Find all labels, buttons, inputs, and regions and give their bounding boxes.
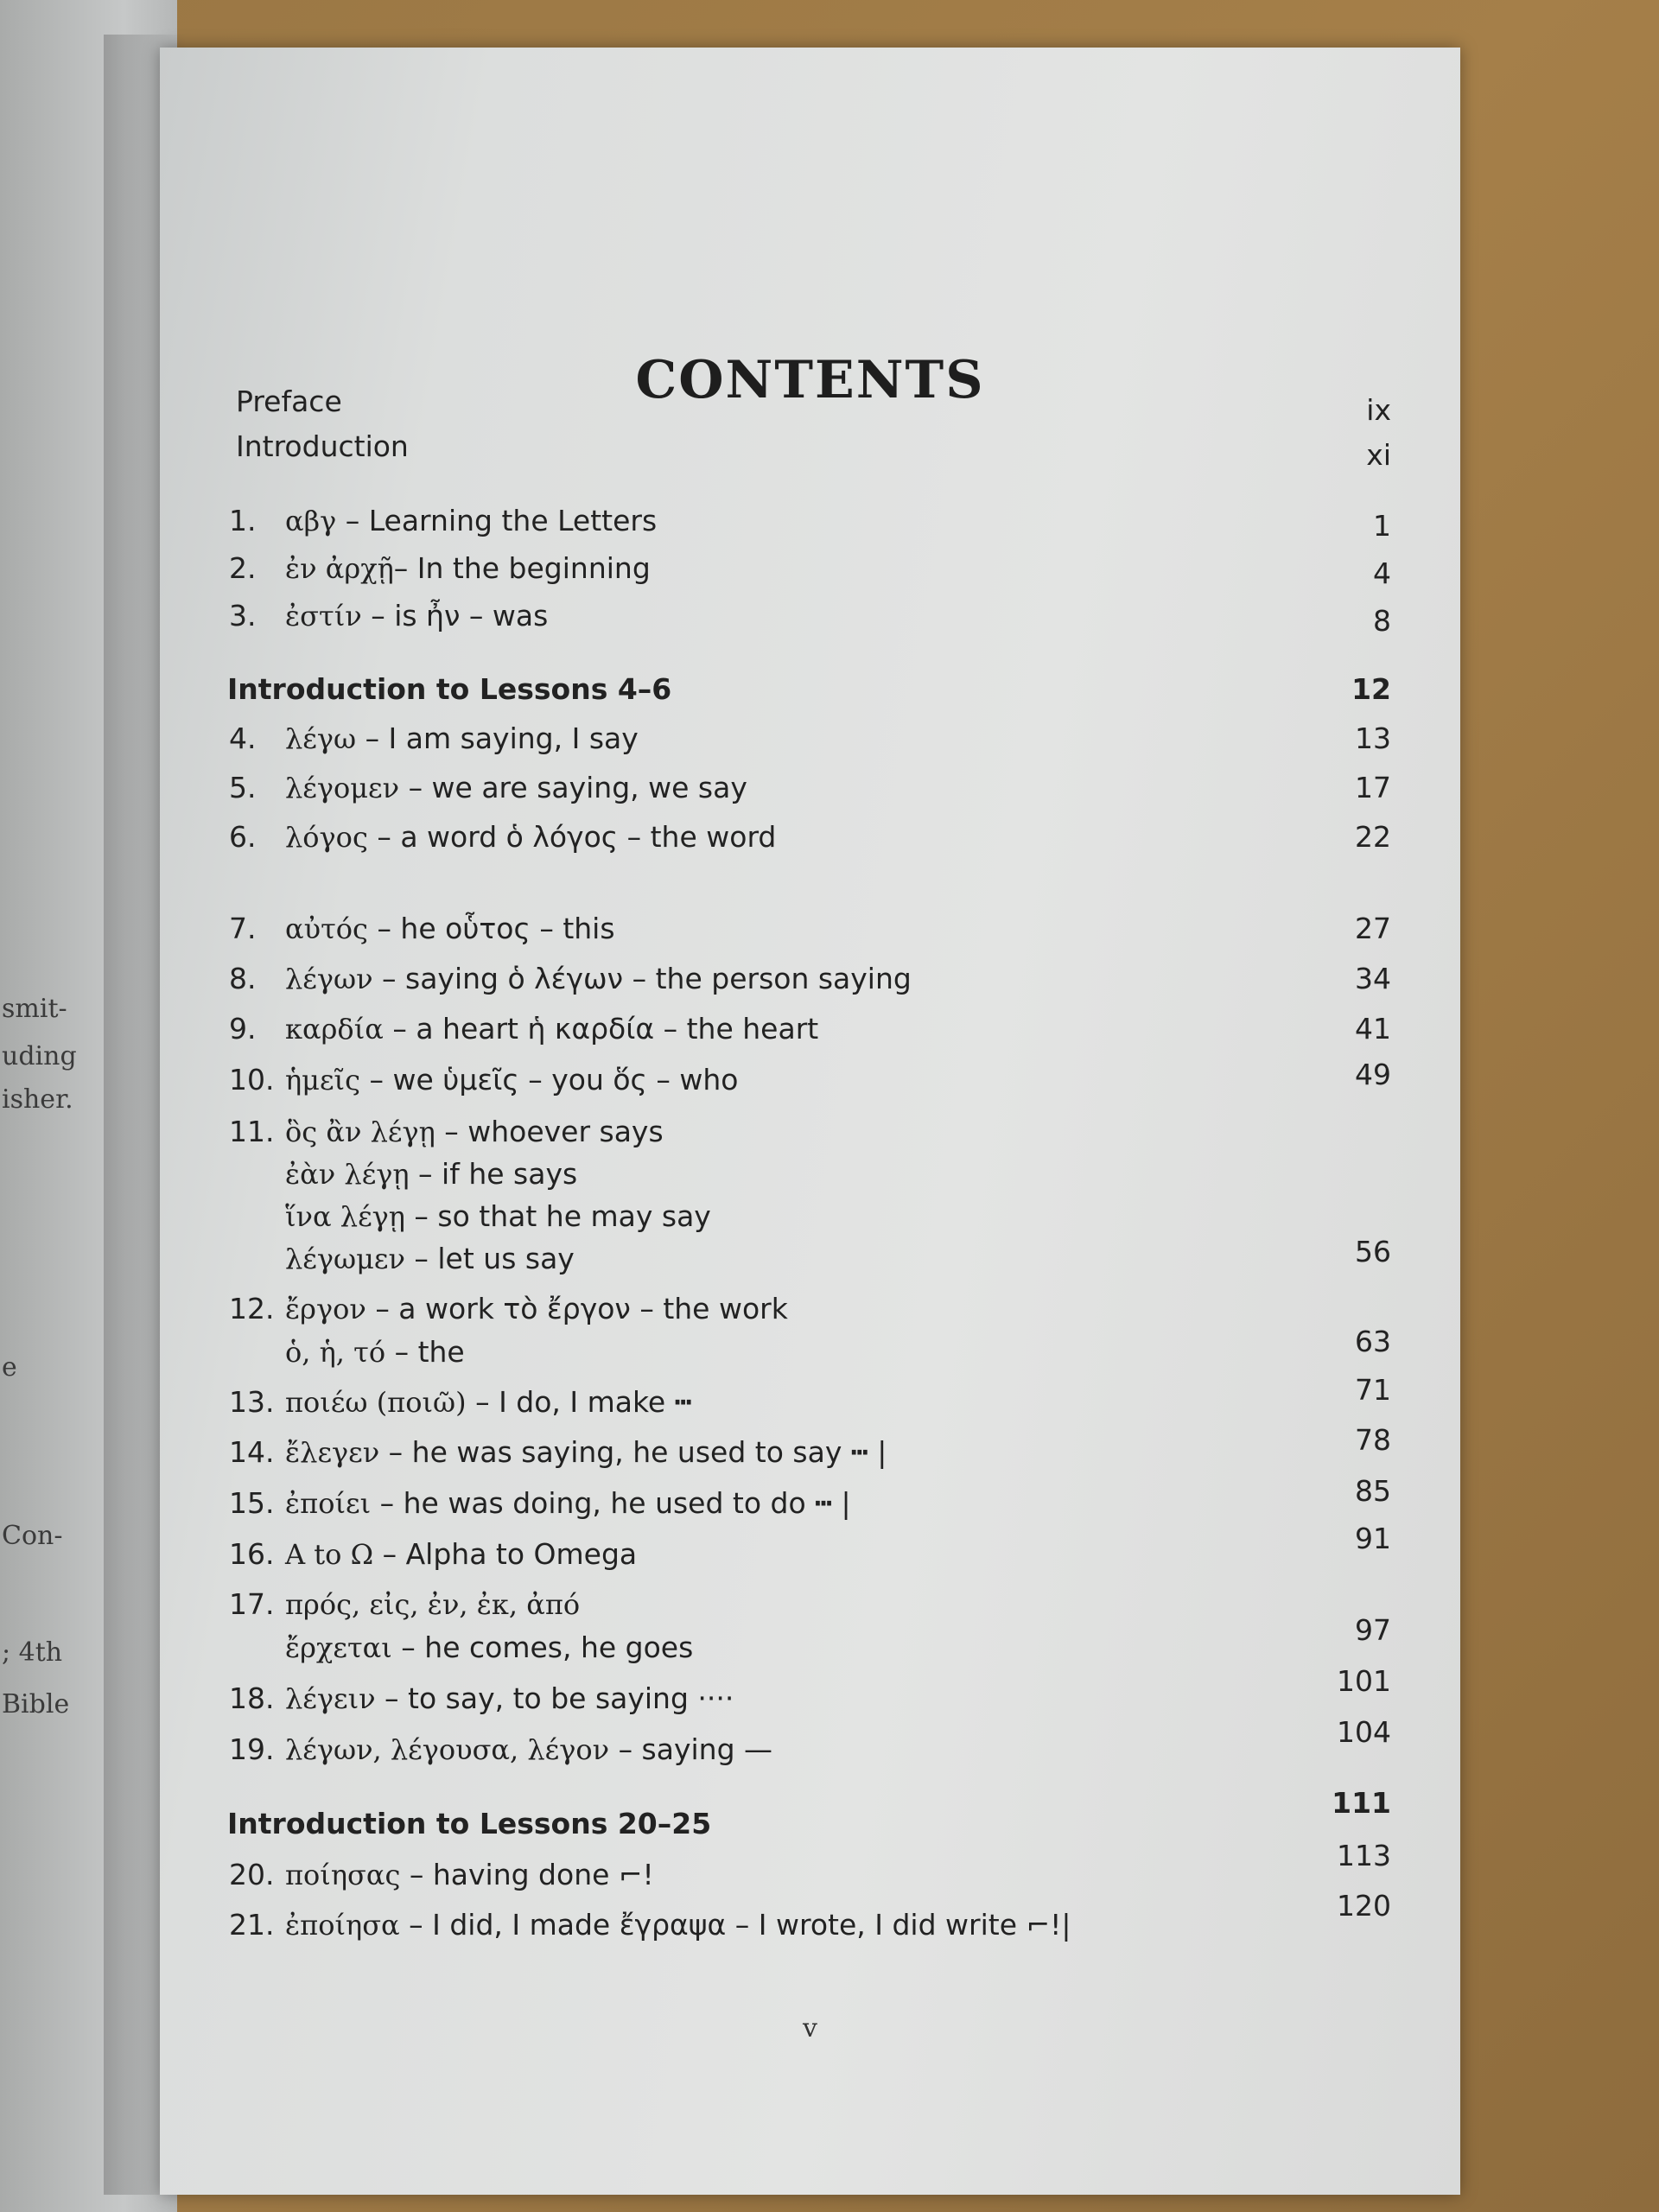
toc-entry-number: 6. xyxy=(229,820,257,854)
toc-entry-text: – whoever says xyxy=(435,1115,664,1148)
toc-entry-greek: αβγ xyxy=(285,505,337,537)
toc-entry-text: – I did, I made ἔγραψα – I wrote, I did write ⌐!| xyxy=(399,1908,1071,1942)
toc-entry-page: 101 xyxy=(1337,1664,1391,1698)
toc-entry-text: – to say, to be saying ···· xyxy=(375,1681,734,1715)
toc-entry-number: 17. xyxy=(229,1587,275,1621)
toc-entry-greek: ἵνα λέγῃ xyxy=(285,1200,405,1233)
toc-entry-text: – a heart ἡ καρδία – the heart xyxy=(383,1012,819,1046)
toc-entry-greek: ποιέω (ποιῶ) xyxy=(285,1386,467,1419)
toc-entry-greek: ἐποίησα xyxy=(285,1909,400,1942)
toc-entry-page: 63 xyxy=(1355,1325,1391,1358)
facing-page-text: Con- xyxy=(2,1521,63,1551)
toc-entry-number: 12. xyxy=(229,1292,275,1325)
toc-entry-number: 15. xyxy=(229,1486,275,1520)
toc-entry-greek: ποίησας xyxy=(285,1859,401,1891)
toc-entry-number: 18. xyxy=(229,1681,275,1715)
toc-entry-greek: λέγομεν xyxy=(285,772,400,804)
facing-page-text: smit- xyxy=(2,994,67,1024)
toc-entry-text: – we are saying, we say xyxy=(399,771,747,804)
toc-entry-text: – so that he may say xyxy=(404,1199,711,1233)
toc-entry-page: 22 xyxy=(1355,820,1391,854)
toc-entry-page: 97 xyxy=(1355,1613,1391,1647)
toc-entry-page: 91 xyxy=(1355,1522,1391,1555)
toc-heading-text: Introduction to Lessons 20–25 xyxy=(227,1807,712,1840)
toc-entry-greek: ἐποίει xyxy=(285,1487,372,1520)
facing-page-text: isher. xyxy=(2,1084,73,1115)
toc-entry-greek: A to Ω xyxy=(285,1538,374,1571)
toc-entry-page: 17 xyxy=(1355,771,1391,804)
toc-entry-text: Preface xyxy=(236,385,342,418)
toc-entry-text: – the xyxy=(385,1335,465,1369)
toc-entry-number: 2. xyxy=(229,551,257,585)
toc-entry-page: 41 xyxy=(1355,1012,1391,1046)
toc-entry-text: – saying — xyxy=(609,1732,773,1766)
toc-entry-text: – having done ⌐! xyxy=(400,1858,654,1891)
toc-entry-number: 9. xyxy=(229,1012,257,1046)
toc-entry-number: 11. xyxy=(229,1115,275,1148)
toc-entry-number: 5. xyxy=(229,771,257,804)
toc-entry-greek: ἐὰν λέγῃ xyxy=(285,1158,410,1191)
toc-entry-page: 34 xyxy=(1355,962,1391,995)
toc-entry-page: xi xyxy=(1366,438,1391,472)
toc-entry-text: – saying ὁ λέγων – the person saying xyxy=(372,962,912,995)
toc-entry-text: – I am saying, I say xyxy=(356,721,639,755)
toc-entry-number: 16. xyxy=(229,1537,275,1571)
toc-entry-text: – let us say xyxy=(404,1242,575,1275)
toc-entry-page: 85 xyxy=(1355,1474,1391,1508)
toc-entry-greek: ἔρχεται xyxy=(285,1631,392,1664)
toc-entry-text: – Learning the Letters xyxy=(336,504,658,537)
toc-entry-number: 10. xyxy=(229,1063,275,1096)
toc-entry-page: 4 xyxy=(1373,556,1391,590)
toc-entry-text: – is ἦν – was xyxy=(361,599,549,632)
toc-entry-greek: πρός, εἰς, ἐν, ἐκ, ἀπό xyxy=(285,1588,581,1621)
toc-entry-text: – if he says xyxy=(409,1157,578,1191)
toc-entry-number: 1. xyxy=(229,504,257,537)
toc-entry-text: – he οὗτος – this xyxy=(367,912,615,945)
toc-entry-page: 13 xyxy=(1355,721,1391,755)
toc-entry-greek: αὐτός xyxy=(285,912,368,945)
page-title: CONTENTS xyxy=(635,350,985,410)
toc-entry-greek: λέγωμεν xyxy=(285,1243,405,1275)
toc-heading-page: 111 xyxy=(1332,1786,1391,1820)
toc-entry-page: 120 xyxy=(1337,1889,1391,1923)
toc-entry-number: 21. xyxy=(229,1908,275,1942)
toc-entry-page: 27 xyxy=(1355,912,1391,945)
toc-entry-text: Introduction xyxy=(236,429,409,463)
toc-entry-page: 1 xyxy=(1373,509,1391,543)
toc-entry-greek: λέγω xyxy=(285,722,357,755)
toc-entry-text: – he was doing, he used to do ┅ | xyxy=(371,1486,851,1520)
toc-entry-number: 8. xyxy=(229,962,257,995)
toc-entry-number: 19. xyxy=(229,1732,275,1766)
page-number-footer: v xyxy=(803,2013,817,2044)
facing-page-text: uding xyxy=(2,1041,77,1071)
toc-heading-page: 12 xyxy=(1351,672,1391,706)
toc-entry-text: – a word ὁ λόγος – the word xyxy=(367,820,777,854)
toc-entry-text: – we ὑμεῖς – you ὅς – who xyxy=(360,1063,739,1096)
toc-entry-text: – he was saying, he used to say ┅ | xyxy=(379,1435,887,1469)
facing-page-text: Bible xyxy=(2,1689,70,1719)
toc-entry-number: 14. xyxy=(229,1435,275,1469)
toc-entry-greek: καρδία xyxy=(285,1013,384,1046)
toc-heading-text: Introduction to Lessons 4–6 xyxy=(227,672,672,706)
toc-entry-number: 13. xyxy=(229,1385,275,1419)
toc-entry-number: 3. xyxy=(229,599,257,632)
toc-entry-greek: ἔργον xyxy=(285,1293,366,1325)
toc-entry-text: – Alpha to Omega xyxy=(373,1537,638,1571)
toc-entry-greek: ἡμεῖς xyxy=(285,1064,361,1096)
contents-page xyxy=(160,48,1460,2195)
toc-entry-greek: λέγειν xyxy=(285,1682,376,1715)
facing-page-text: e xyxy=(2,1352,17,1382)
toc-entry-number: 7. xyxy=(229,912,257,945)
toc-entry-page: ix xyxy=(1366,393,1391,427)
toc-entry-greek: ἐν ἀρχῇ xyxy=(285,552,394,585)
toc-entry-page: 113 xyxy=(1337,1839,1391,1872)
toc-entry-greek: ὃς ἂν λέγῃ xyxy=(285,1116,435,1148)
toc-entry-greek: ἔλεγεν xyxy=(285,1436,380,1469)
toc-entry-page: 49 xyxy=(1355,1058,1391,1091)
toc-entry-greek: λέγων, λέγουσα, λέγον xyxy=(285,1733,610,1766)
toc-entry-greek: λέγων xyxy=(285,963,373,995)
toc-entry-page: 78 xyxy=(1355,1423,1391,1457)
toc-entry-number: 4. xyxy=(229,721,257,755)
toc-entry-page: 8 xyxy=(1373,604,1391,638)
toc-entry-text: – a work τὸ ἔργον – the work xyxy=(365,1292,788,1325)
toc-entry-page: 104 xyxy=(1337,1715,1391,1749)
facing-page-text: ; 4th xyxy=(2,1637,63,1668)
toc-entry-text: – he comes, he goes xyxy=(391,1630,694,1664)
toc-entry-text: – In the beginning xyxy=(393,551,651,585)
toc-entry-greek: λόγος xyxy=(285,821,368,854)
toc-entry-greek: ὁ, ἡ, τό xyxy=(285,1336,386,1369)
toc-entry-text: – I do, I make ┅ xyxy=(466,1385,692,1419)
toc-entry-page: 71 xyxy=(1355,1373,1391,1407)
toc-entry-page: 56 xyxy=(1355,1235,1391,1268)
toc-entry-number: 20. xyxy=(229,1858,275,1891)
toc-entry-greek: ἐστίν xyxy=(285,600,362,632)
